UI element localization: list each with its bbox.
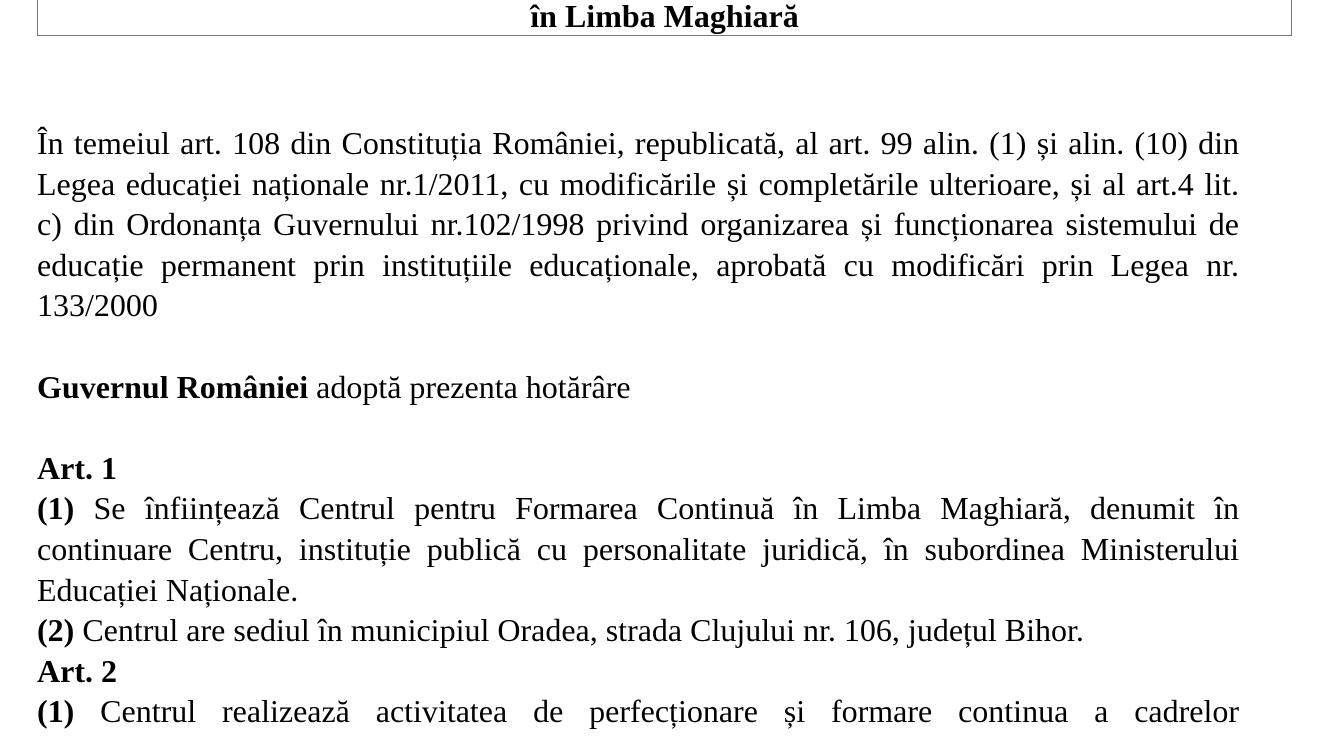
preamble-paragraph: În temeiul art. 108 din Constituția României, republicată, al art. 99 alin. (1) și alin. (10) din Legea educației naționale nr.1/2011, cu modificările și completările ulterioare, și al art.4 lit. c) din Ordonanța Guvernului nr.102/1998 privind organizarea și funcționarea sistemului de educație permanent prin instituțiile educaționale, aprobată cu modificări prin Legea nr. 133/2000: [37, 125, 1239, 324]
adoption-statement: [37, 367, 1239, 408]
article-heading: Art. 2: [37, 652, 117, 689]
document-title-fragment: în Limba Maghiară: [530, 0, 799, 34]
article-paragraph: [37, 610, 1239, 651]
paragraph-text: Centrul are sediul în municipiul Oradea, strada Clujului nr. 106, județul Bihor.: [74, 612, 1084, 649]
paragraph-number: (1): [37, 693, 75, 730]
article-heading: Art. 1: [37, 449, 117, 486]
article-paragraph: [37, 488, 1239, 610]
paragraph-number: (1): [37, 490, 75, 527]
spacer: [37, 326, 1239, 367]
article-paragraph: [37, 691, 1239, 732]
paragraph-number: (2): [37, 612, 75, 649]
paragraph-text: Centrul realizează activitatea de perfecționare și formare continua a cadrelor: [74, 693, 1239, 730]
paragraph-text: Se înființează Centrul pentru Formarea Continuă în Limba Maghiară, denumit în continuare Centru, instituție publică cu personalitate juridică, în subordinea Ministerului Educației Naționale.: [37, 490, 1239, 608]
adoption-rest: adoptă prezenta hotărâre: [308, 368, 631, 405]
spacer: [37, 407, 1239, 448]
adoption-government-name: Guvernul României: [37, 368, 309, 405]
document-body: [37, 123, 1239, 732]
document-title-box: [37, 0, 1292, 36]
